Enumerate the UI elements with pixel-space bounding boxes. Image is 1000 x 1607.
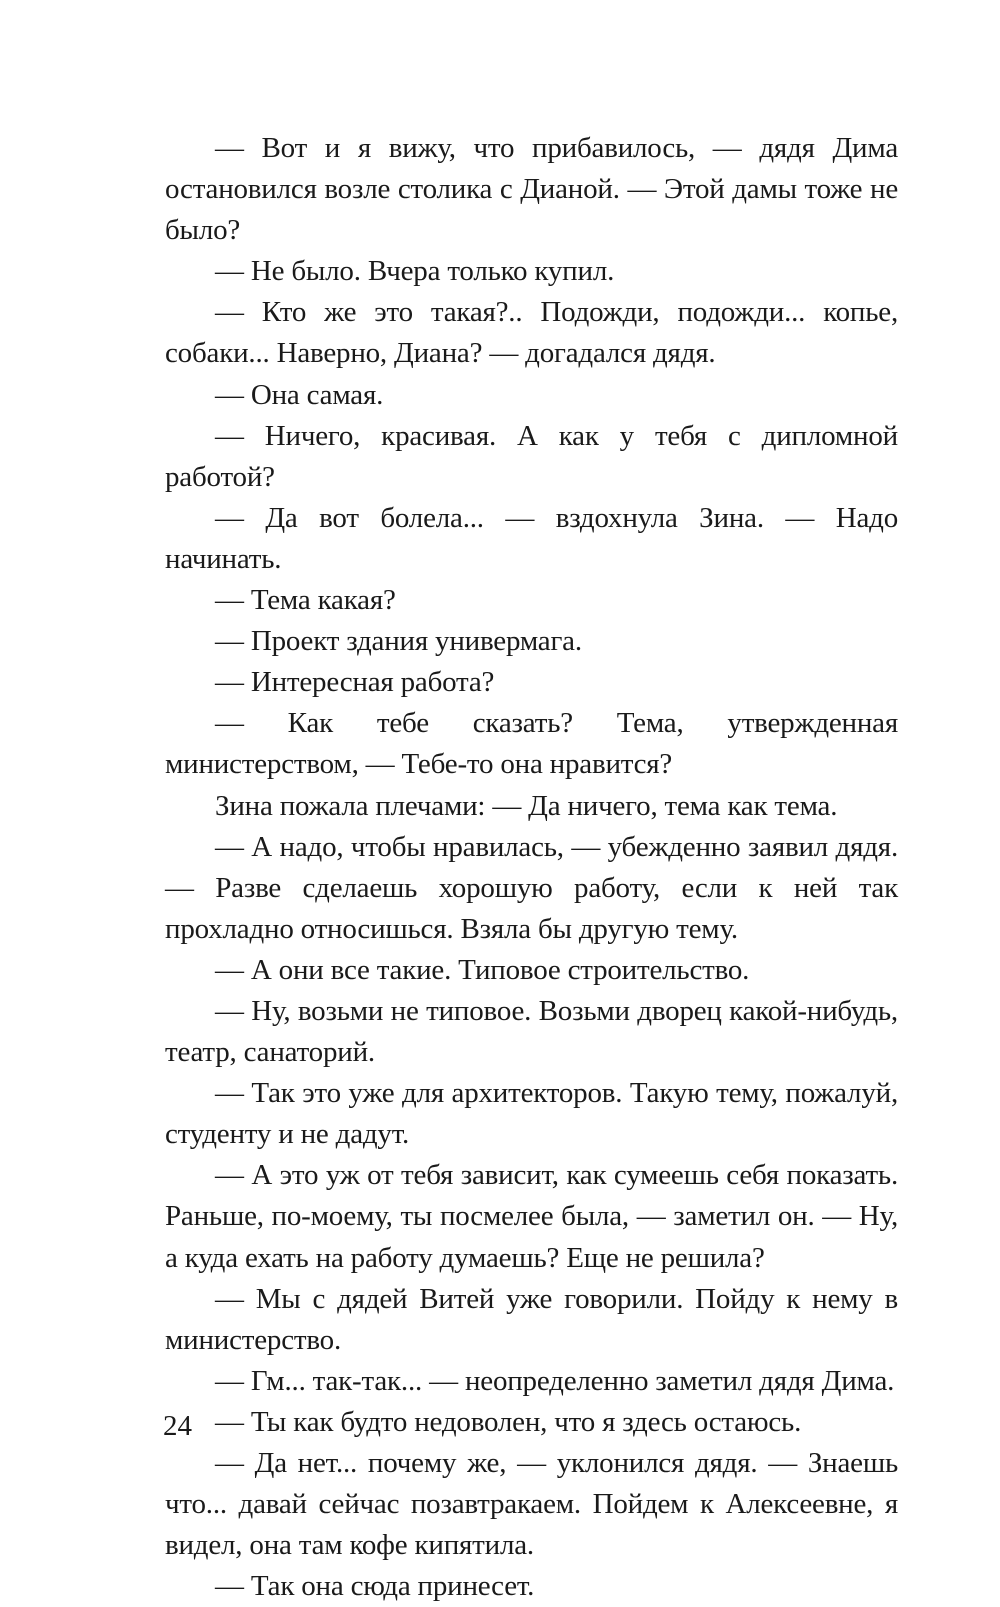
paragraph: — Кто же это такая?.. Подожди, подожди... копье, собаки... Наверно, Диана? — догадался дядя. [165,296,898,370]
paragraph: Зина пожала плечами: — Да ничего, тема как тема. [215,789,838,822]
paragraph: — Как тебе сказать? Тема, утвержденная министерством, — Тебе-то она нравится? [165,707,898,781]
paragraph: — А это уж от тебя зависит, как сумеешь себя показать. Раньше, по-моему, ты посмелее была, — заметил он. — Ну, а куда ехать на работу думаешь? Еще не решила? [165,1159,898,1274]
paragraph: — Тема какая? [215,584,396,617]
paragraph: — Вот и я вижу, что прибавилось, — дядя Дима остановился возле столика с Дианой. — Этой дамы тоже не было? [165,132,898,247]
paragraph: — Так она сюда принесет. [215,1570,535,1603]
paragraph: — А надо, чтобы нравилась, — убежденно заявил дядя. — Разве сделаешь хорошую работу, если к ней так прохладно относишься. Взяла бы другую тему. [165,830,898,945]
page-number: 24 [163,1410,192,1442]
paragraph: — Не было. Вчера только купил. [215,255,615,288]
paragraph: — А они все такие. Типовое строительство. [215,953,750,986]
paragraph: — Она самая. [215,378,384,411]
body-text [165,128,898,1607]
paragraph: — Проект здания универмага. [215,625,582,658]
paragraph: — Интересная работа? [215,666,495,699]
paragraph: — Ничего, красивая. А как у тебя с дипломной работой? [165,419,898,493]
paragraph: — Да нет... почему же, — уклонился дядя. — Знаешь что... давай сейчас позавтракаем. Пойдем к Алексеевне, я видел, она там кофе кипятила. [165,1447,898,1562]
paragraph: — Гм... так-так... — неопределенно заметил дядя Дима. [215,1364,895,1397]
paragraph: — Мы с дядей Витей уже говорили. Пойду к нему в министерство. [165,1282,898,1356]
paragraph: — Ты как будто недоволен, что я здесь остаюсь. [215,1405,802,1438]
paragraph: — Да вот болела... — вздохнула Зина. — Надо начинать. [165,501,898,575]
paragraph: — Ну, возьми не типовое. Возьми дворец какой-нибудь, театр, санаторий. [165,994,898,1069]
paragraph: — Так это уже для архитекторов. Такую тему, пожалуй, студенту и не дадут. [165,1077,898,1151]
